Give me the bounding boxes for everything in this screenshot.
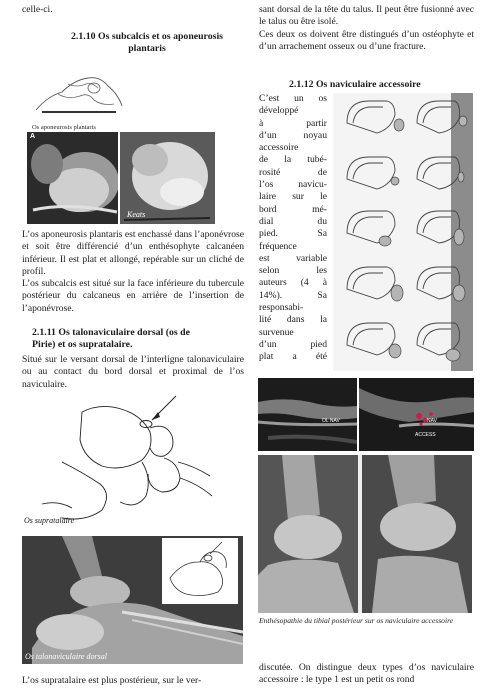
section-2110-paragraph-2: L’os subcalcis est situé sur la face inférieure du tubercule postérieur du calcaneus en arrière de l’insertion de l’aponévrose. xyxy=(22,278,244,314)
section-2111-paragraph: Situé sur le versant dorsal de l’interligne talonaviculaire ou au contact du bord dorsal et proximal de l’os naviculaire. xyxy=(22,354,244,390)
section-2110-title-line1: 2.1.10 Os subcalcis et os aponeurosis xyxy=(71,31,223,42)
section-2112-narrow-text xyxy=(259,93,327,364)
right-top-paragraph-2: Ces deux os doivent être distingués d’un ostéophyte et d’un arrachement osseux ou d’une fracture. xyxy=(259,29,474,53)
narrow-line: plat a été xyxy=(259,351,327,363)
ultrasound-image-left xyxy=(258,378,357,451)
continuation-text: celle-ci. xyxy=(22,4,53,15)
navicular-caption: Enthésopathie du tibial postérieur sur os naviculaire accessoire xyxy=(259,616,454,625)
ultrasound-right-drawing xyxy=(359,378,474,451)
narrow-line: 14%). Sa xyxy=(259,289,327,301)
us-label-access: ACCESS xyxy=(415,432,436,438)
figure-label-keats: Keats xyxy=(127,210,146,219)
ultrasound-image-right xyxy=(359,378,474,451)
ankle-radiographs xyxy=(258,455,472,613)
aponeurosis-sketch-figure xyxy=(28,66,128,118)
talonaviculaire-xray-figure xyxy=(22,536,243,664)
talonaviculaire-inset-sketch xyxy=(162,538,238,604)
inset-sketch-drawing xyxy=(162,538,238,604)
right-top-paragraph-1: sant dorsal de la tête du talus. Il peut être fusionné avec le talus ou être isolé. xyxy=(259,4,474,28)
narrow-line: bord mé- xyxy=(259,203,327,215)
narrow-line: fréquence xyxy=(259,240,297,252)
calcaneus-xray-keats xyxy=(120,132,215,224)
section-2110-title xyxy=(52,31,242,55)
us-label-nav: NAV xyxy=(427,418,437,424)
narrow-line: pied. Sa xyxy=(259,228,327,240)
figure-label-a: A xyxy=(30,133,36,140)
calcaneus-xray-a-drawing xyxy=(27,132,118,224)
section-2110-paragraph-1: L’os aponeurosis plantaris est enchassé dans l’aponévrose et soit être différencié d’un enthésophyte calcanéen inférieur. Il est plat et allongé, repérable sur un cliché de profil. xyxy=(22,229,244,277)
narrow-line: rosité de xyxy=(259,166,327,178)
narrow-line: auteurs (4 à xyxy=(259,277,327,289)
aponeurosis-figure-caption: Os aponeurosis plantaris xyxy=(32,124,96,131)
narrow-line: à partir xyxy=(259,117,327,129)
section-2111-title xyxy=(32,327,246,351)
narrow-line: selon les xyxy=(259,265,327,277)
section-2111-title-line2: Pirie) et os supratalaire. xyxy=(32,339,133,350)
narrow-line: C’est un os xyxy=(259,93,327,104)
navicular-types-diagram xyxy=(333,93,473,371)
narrow-line: l’os navicu- xyxy=(259,179,327,191)
talonaviculaire-label: Os talonaviculaire dorsal xyxy=(25,652,107,661)
section-2112-title: 2.1.12 Os naviculaire accessoire xyxy=(289,79,421,90)
narrow-line: est variable xyxy=(259,252,327,264)
narrow-line: accessoire xyxy=(259,142,299,154)
narrow-line: laire sur le xyxy=(259,191,327,203)
foot-sketch-drawing xyxy=(28,66,128,118)
narrow-line: d’un pied xyxy=(259,338,327,350)
narrow-line: dial du xyxy=(259,215,327,227)
right-bottom-text: discutée. On distingue deux types d’os naviculaire accessoire : le type 1 est un petit os rond xyxy=(259,662,474,686)
supratalaire-line-drawing xyxy=(22,392,243,527)
ankle-radiographs-drawing xyxy=(258,455,472,613)
ultrasound-left-drawing xyxy=(258,378,357,451)
narrow-line: responsabi- xyxy=(259,302,304,314)
narrow-line: lité dans la xyxy=(259,314,327,326)
narrow-line: de la tubé- xyxy=(259,154,327,166)
supratalaire-drawing-figure xyxy=(22,392,243,527)
section-2110-title-line2: plantaris xyxy=(128,43,166,54)
navicular-types-drawing xyxy=(333,93,473,371)
supratalaire-bottom-text: L’os supratalaire est plus postérieur, sur le ver- xyxy=(22,675,202,686)
narrow-line: survenue xyxy=(259,326,294,338)
section-2111-title-line1: 2.1.11 Os talonaviculaire dorsal (os de xyxy=(32,327,190,338)
supratalaire-label: Os supratalaire xyxy=(24,516,75,525)
us-label-ol-nav: OL NAV xyxy=(322,418,340,424)
calcaneus-xray-a xyxy=(27,132,118,224)
narrow-line: développé xyxy=(259,105,299,117)
narrow-line: d’un noyau xyxy=(259,129,327,141)
